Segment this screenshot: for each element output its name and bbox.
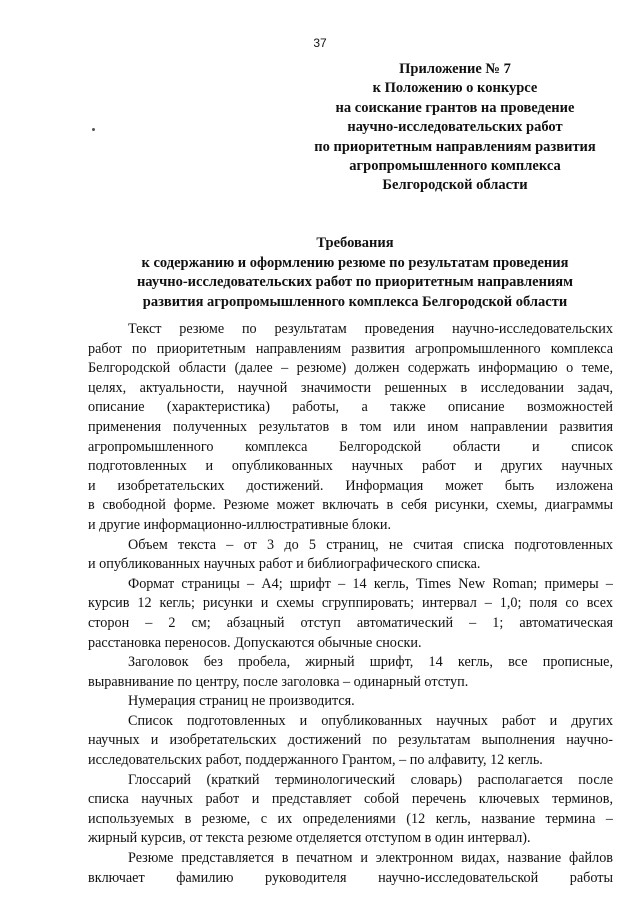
text-line: Текст резюме по результатам проведения научно-исследовательских <box>128 321 613 337</box>
text-line: в свободной форме. Резюме может включать в себя рисунки, схемы, диаграммы <box>88 497 613 514</box>
text-line: применения полученных результатов в том или ином направлении развития <box>88 418 613 435</box>
appendix-line: агропромышленного комплекса <box>349 158 561 175</box>
text-line: подготовленных и опубликованных научных работ и других научных <box>88 458 613 475</box>
text-line: включает фамилию руководителя научно-исследовательской работы <box>88 869 613 886</box>
text-line: сторон – 2 см; абзацный отступ автоматический – 1; автоматическая <box>88 614 613 631</box>
requirements-title <box>95 234 615 312</box>
title-line: Требования <box>316 235 394 251</box>
text-line: работ по приоритетным направлениям развития агропромышленного комплекса <box>88 340 613 357</box>
text-line: агропромышленного комплекса Белгородской области и список <box>88 438 613 455</box>
text-line: списка научных работ и представляет собой перечень ключевых терминов, <box>88 791 613 808</box>
text-line: Нумерация страниц не производится. <box>128 693 355 710</box>
text-line: жирный курсив, от текста резюме отделяется отступом в один интервал). <box>88 830 531 847</box>
body-text <box>88 320 613 888</box>
text-line: и другие информационно-иллюстративные блоки. <box>88 516 392 533</box>
paragraph-format <box>88 575 613 653</box>
text-line: Заголовок без пробела, жирный шрифт, 14 кегль, все прописные, <box>128 654 613 671</box>
text-line: используемых в резюме, с их определениями (12 кегль, название термина – <box>88 810 613 827</box>
scan-mark <box>92 128 95 131</box>
text-line: курсив 12 кегль; рисунки и схемы сгруппировать; интервал – 1,0; поля со всех <box>88 595 613 612</box>
paragraph-heading <box>88 653 613 692</box>
text-line: и изобретательских достижений. Информация может быть изложена <box>88 477 613 494</box>
paragraph-list <box>88 712 613 771</box>
text-line: исследовательских работ, поддержанного Грантом, – по алфавиту, 12 кегль. <box>88 752 543 769</box>
appendix-line: Приложение № 7 <box>399 61 511 77</box>
appendix-header <box>290 60 620 196</box>
text-line: описание (характеристика) работы, а также описание возможностей <box>88 399 613 416</box>
title-line: к содержанию и оформлению резюме по результатам проведения <box>141 254 569 271</box>
page-number: 37 <box>313 36 327 50</box>
paragraph-volume <box>88 536 613 575</box>
text-line: Список подготовленных и опубликованных научных работ и других <box>128 712 613 729</box>
paragraph-description <box>88 320 613 536</box>
appendix-line: по приоритетным направлениям развития <box>314 138 596 155</box>
paragraph-submission <box>88 849 613 888</box>
appendix-line: Белгородской области <box>382 177 528 194</box>
text-line: Формат страницы – А4; шрифт – 14 кегль, Times New Roman; примеры – <box>128 575 613 592</box>
text-line: научных и изобретательских достижений по результатам выполнения научно- <box>88 732 613 749</box>
paragraph-numbering <box>88 692 613 712</box>
text-line: Резюме представляется в печатном и электронном видах, название файлов <box>128 850 613 867</box>
text-line: Объем текста – от 3 до 5 страниц, не считая списка подготовленных <box>128 536 613 553</box>
text-line: и опубликованных научных работ и библиографического списка. <box>88 556 481 573</box>
paragraph-glossary <box>88 771 613 849</box>
text-line: расстановка переносов. Допускаются обычные сноски. <box>88 634 422 651</box>
title-line: развития агропромышленного комплекса Белгородской области <box>142 293 568 310</box>
appendix-line: на соискание грантов на проведение <box>335 99 575 116</box>
appendix-line: научно-исследовательских работ <box>347 119 563 136</box>
text-line: Глоссарий (краткий терминологический словарь) располагается после <box>128 771 613 788</box>
text-line: Белгородской области (далее – резюме) должен содержать информацию о теме, <box>88 360 613 377</box>
title-line: научно-исследовательских работ по приоритетным направлениям <box>136 274 574 290</box>
text-line: целях, актуальности, научной значимости решенных в исследовании задач, <box>88 379 613 396</box>
appendix-line: к Положению о конкурсе <box>372 80 538 97</box>
text-line: выравнивание по центру, после заголовка – одинарный отступ. <box>88 673 469 690</box>
